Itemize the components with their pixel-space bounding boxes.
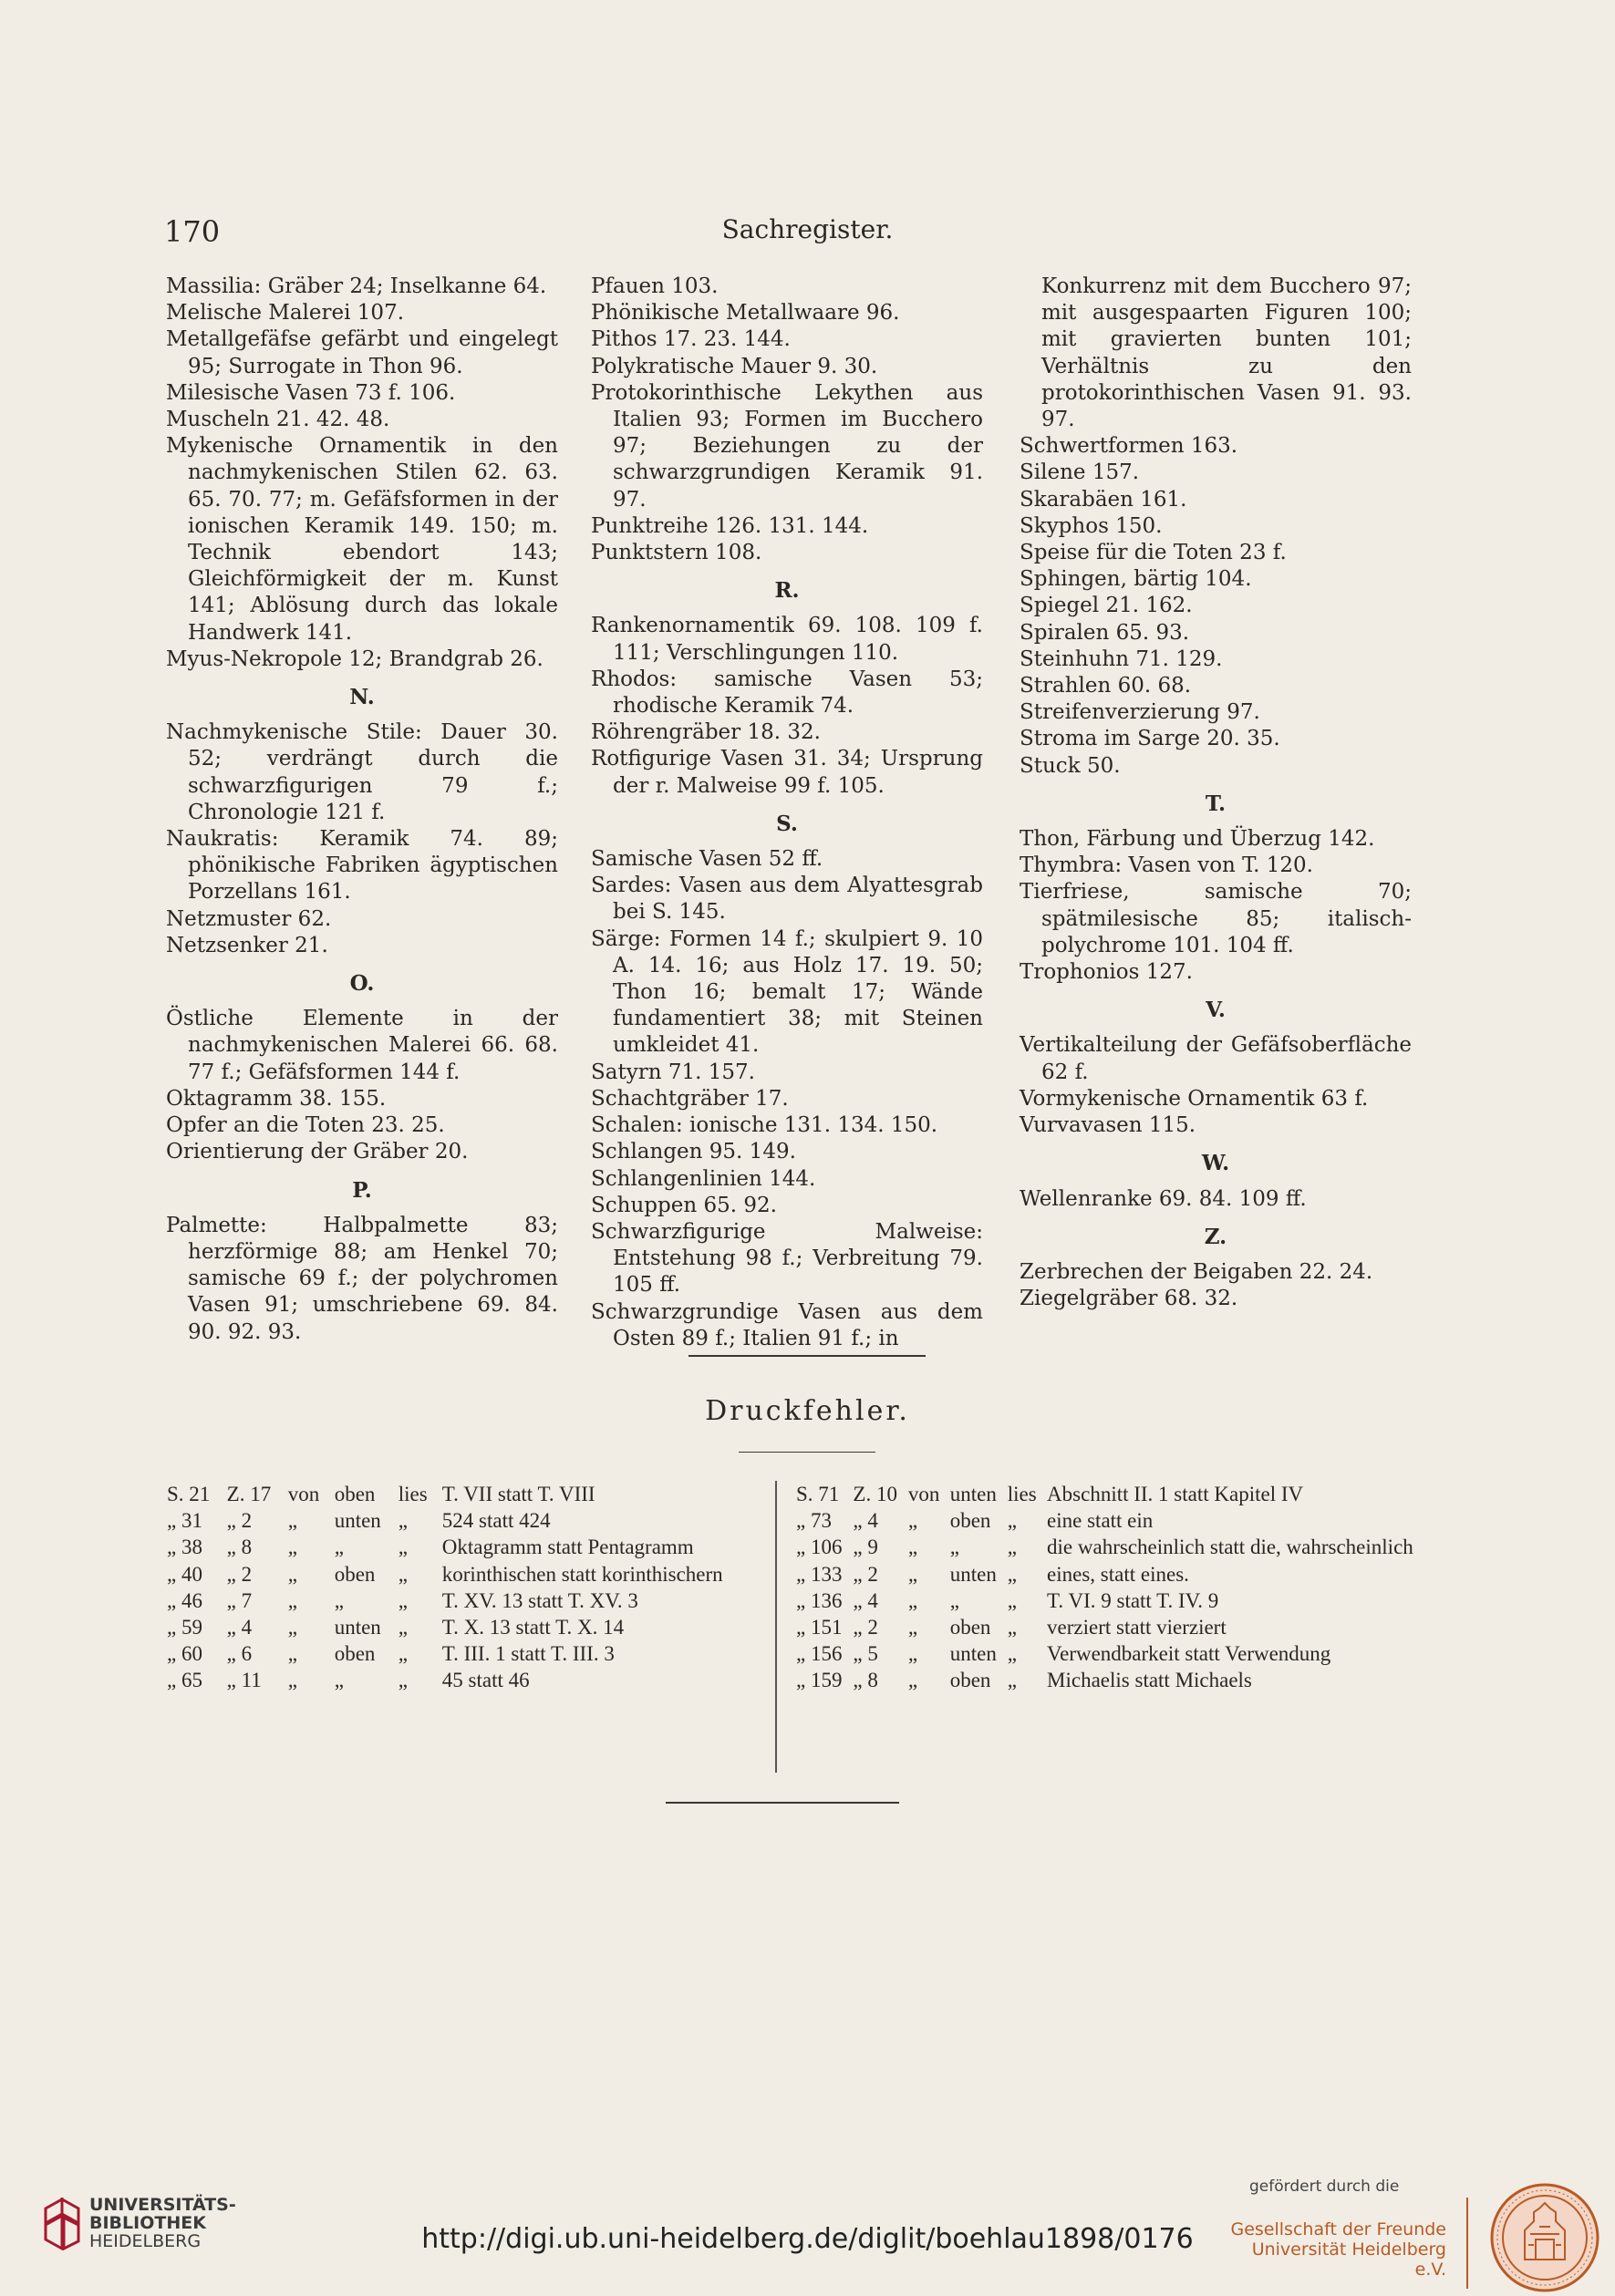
footer <box>0 2143 1615 2296</box>
errata-cell: unten <box>949 1562 997 1586</box>
index-entry: Punktreihe 126. 131. 144. <box>591 513 869 538</box>
section-letter: N. <box>349 685 375 710</box>
errata-cell: S. 71 <box>796 1483 840 1505</box>
index-entry: Orientierung der Gräber 20. <box>166 1140 469 1164</box>
index-entry: Netzsenker 21. <box>166 933 328 957</box>
errata-cell: „ 40 <box>167 1562 202 1586</box>
errata-correction: korinthischen statt korinthischern <box>441 1562 723 1586</box>
errata-cell: „ <box>287 1509 297 1533</box>
errata-cell: „ 38 <box>167 1536 202 1559</box>
index-entry: Streifenverzierung 97. <box>1020 700 1260 725</box>
errata-cell: unten <box>949 1642 997 1666</box>
errata-cell: „ <box>287 1562 297 1586</box>
society-divider <box>1466 2198 1468 2289</box>
errata-cell: unten <box>949 1483 997 1505</box>
errata-cell: „ <box>1007 1669 1017 1692</box>
section-letter: P. <box>352 1177 372 1203</box>
errata-correction: Michaelis statt Michaels <box>1047 1669 1252 1692</box>
errata-cell: Z. 10 <box>853 1483 897 1505</box>
errata-cell: „ <box>907 1616 918 1639</box>
index-entry: Sardes: Vasen aus dem Alyattesgrab bei S. 145. <box>591 874 983 925</box>
index-entry: Pfauen 103. <box>591 274 719 298</box>
index-entry: Trophonios 127. <box>1020 960 1193 985</box>
section-rule-top <box>688 1355 926 1357</box>
index-entry: Protokorinthische Lekythen aus Italien 93; Formen im Bucchero 97; Beziehungen zu der schwarzgrundigen Keramik 91. 97. <box>591 380 983 512</box>
errata-cell: „ <box>398 1616 408 1639</box>
errata-row <box>792 1588 1430 1614</box>
errata-cell: „ 2 <box>226 1509 253 1533</box>
society-name <box>1222 2219 1446 2280</box>
index-entry: Oktagramm 38. 155. <box>166 1086 387 1111</box>
index-entry: Wellenranke 69. 84. 109 ff. <box>1020 1186 1307 1211</box>
errata-title-rule <box>739 1452 875 1453</box>
errata-correction: 524 statt 424 <box>441 1509 551 1533</box>
errata-table-left <box>162 1481 770 1694</box>
errata-correction: T. VI. 9 statt T. IV. 9 <box>1047 1588 1219 1612</box>
errata-cell: „ 8 <box>226 1536 253 1559</box>
section-letter: R. <box>774 578 800 604</box>
errata-cell: „ <box>398 1509 408 1533</box>
society-name-line-2: Universität Heidelberg e.V. <box>1251 2239 1446 2280</box>
section-letter: V. <box>1206 998 1226 1023</box>
society-name-line-1: Gesellschaft der Freunde <box>1230 2219 1446 2239</box>
errata-cell: „ 46 <box>167 1588 202 1612</box>
errata-cell: „ 31 <box>167 1509 202 1533</box>
errata-cell: „ <box>1007 1536 1017 1559</box>
errata-cell: „ <box>1007 1562 1017 1586</box>
errata-cell: unten <box>334 1509 381 1533</box>
errata-row <box>792 1534 1430 1560</box>
errata-cell: oben <box>949 1669 991 1692</box>
index-entry: Samische Vasen 52 ff. <box>591 847 823 872</box>
errata-cell: „ 2 <box>853 1562 878 1586</box>
university-seal-icon <box>1488 2181 1601 2294</box>
index-entry: Naukratis: Keramik 74. 89; phönikische Fabriken ägyptischen Porzellans 161. <box>166 827 558 905</box>
index-entry: Vormykenische Ornamentik 63 f. <box>1020 1086 1369 1111</box>
index-entry: Vurvavasen 115. <box>1020 1113 1196 1138</box>
errata-correction: T. III. 1 statt T. III. 3 <box>441 1642 615 1666</box>
errata-cell: S. 21 <box>167 1483 211 1505</box>
index-column-3 <box>1020 274 1412 1312</box>
errata-cell: oben <box>334 1483 376 1505</box>
section-rule-bottom <box>666 1802 899 1804</box>
index-entry: Polykratische Mauer 9. 30. <box>591 354 878 378</box>
index-entry: Schlangen 95. 149. <box>591 1140 796 1164</box>
errata-cell: „ 133 <box>796 1562 843 1586</box>
errata-cell: „ 73 <box>796 1509 832 1533</box>
index-entry: Spiegel 21. 162. <box>1020 594 1193 618</box>
index-entry: Muscheln 21. 42. 48. <box>166 408 390 432</box>
index-entry: Schwarzgrundige Vasen aus dem Osten 89 f.; Italien 91 f.; in <box>591 1299 983 1350</box>
errata-cell: „ 5 <box>853 1642 878 1666</box>
funded-by-text: gefördert durch die <box>1249 2177 1400 2196</box>
errata-cell: „ <box>1007 1509 1017 1533</box>
index-entry: Schwertformen 163. <box>1020 434 1238 459</box>
library-name-line-3: HEIDELBERG <box>89 2231 202 2251</box>
errata-row <box>162 1481 770 1507</box>
index-entry: Phönikische Metallwaare 96. <box>591 301 900 326</box>
errata-cell: „ 106 <box>796 1536 843 1559</box>
errata-row <box>162 1667 770 1693</box>
index-entry: Melische Malerei 107. <box>166 301 405 326</box>
errata-title: Druckfehler. <box>705 1395 910 1427</box>
index-entry: Thon, Färbung und Überzug 142. <box>1020 827 1375 852</box>
errata-cell: unten <box>334 1616 381 1639</box>
section-letter: O. <box>349 971 375 997</box>
errata-cell: „ <box>287 1642 297 1666</box>
index-entry: Röhrengräber 18. 32. <box>591 720 821 745</box>
errata-table-right <box>792 1481 1430 1694</box>
section-letter: S. <box>776 811 798 836</box>
index-entry: Sphingen, bärtig 104. <box>1020 567 1252 592</box>
errata-cell: „ 2 <box>226 1562 253 1586</box>
errata-cell: „ <box>334 1669 344 1692</box>
index-entry: Massilia: Gräber 24; Inselkanne 64. <box>166 274 547 298</box>
index-entry: Tierfriese, samische 70; spätmilesische 85; italisch-polychrome 101. 104 ff. <box>1020 880 1412 957</box>
page-number: 170 <box>164 214 221 249</box>
index-entry: Netzmuster 62. <box>166 906 332 931</box>
errata-row <box>792 1507 1430 1534</box>
errata-correction: die wahrscheinlich statt die, wahrscheinlich <box>1047 1536 1413 1559</box>
index-entry: Myus-Nekropole 12; Brandgrab 26. <box>166 646 544 671</box>
errata-cell: „ 4 <box>853 1588 878 1612</box>
errata-cell: „ <box>1007 1588 1017 1612</box>
index-column-1 <box>166 274 558 1346</box>
errata-divider <box>775 1481 777 1773</box>
index-entry: Skarabäen 161. <box>1020 487 1187 512</box>
index-entry: Silene 157. <box>1020 460 1140 485</box>
errata-cell: „ <box>287 1669 297 1692</box>
errata-cell: „ 156 <box>796 1642 843 1666</box>
index-entry: Thymbra: Vasen von T. 120. <box>1020 853 1313 878</box>
errata-cell: oben <box>949 1509 991 1533</box>
index-entry: Ziegelgräber 68. 32. <box>1020 1287 1238 1311</box>
index-entry: Rankenornamentik 69. 108. 109 f. 111; Verschlingungen 110. <box>591 614 983 665</box>
errata-cell: „ <box>907 1536 918 1559</box>
index-entry: Pithos 17. 23. 144. <box>591 327 791 352</box>
section-letter: T. <box>1205 791 1227 816</box>
errata-cell: „ <box>949 1588 959 1612</box>
errata-cell: „ <box>287 1588 297 1612</box>
errata-correction: eines, statt eines. <box>1047 1562 1189 1586</box>
errata-row <box>792 1640 1430 1667</box>
index-entry: Mykenische Ornamentik in den nachmykenischen Stilen 62. 63. 65. 70. 77; m. Gefäfsformen in der ionischen Keramik 149. 150; m. Technik ebendort 143; Gleichförmigkeit der m. Kunst 141; Ablösung durch das lokale Handwerk 141. <box>166 434 558 645</box>
errata-cell: „ 7 <box>226 1588 253 1612</box>
errata-cell: lies <box>1007 1483 1037 1505</box>
errata-cell: „ <box>334 1536 344 1559</box>
index-entry: Schachtgräber 17. <box>591 1086 789 1111</box>
errata-cell: „ 8 <box>853 1669 878 1692</box>
errata-cell: „ 9 <box>853 1536 878 1559</box>
errata-row <box>792 1667 1430 1693</box>
index-entry: Stuck 50. <box>1020 753 1121 778</box>
errata-cell: „ <box>398 1536 408 1559</box>
source-url-link[interactable]: http://digi.ub.uni-heidelberg.de/diglit/boehlau1898/0176 <box>421 2223 1194 2255</box>
index-entry: Stroma im Sarge 20. 35. <box>1020 727 1280 751</box>
index-entry: Spiralen 65. 93. <box>1020 620 1190 645</box>
errata-cell: lies <box>398 1483 428 1505</box>
errata-cell: „ <box>907 1642 918 1666</box>
errata-correction: 45 statt 46 <box>441 1669 530 1692</box>
index-entry: Vertikalteilung der Gefäfsoberfläche 62 f. <box>1020 1033 1412 1084</box>
index-entry: Konkurrenz mit dem Bucchero 97; mit ausgespaarten Figuren 100; mit gravierten bunten 101; Verhältnis zu den protokorinthischen Vasen 91. 93. 97. <box>1041 274 1412 432</box>
errata-cell: „ <box>398 1588 408 1612</box>
errata-cell: „ 2 <box>853 1616 878 1639</box>
errata-cell: „ <box>398 1669 408 1692</box>
section-letter: W. <box>1201 1151 1230 1176</box>
errata-cell: „ <box>334 1588 344 1612</box>
errata-row <box>162 1614 770 1640</box>
index-entry: Strahlen 60. 68. <box>1020 674 1192 698</box>
errata-cell: „ <box>907 1669 918 1692</box>
index-entry: Speise für die Toten 23 f. <box>1020 541 1287 565</box>
errata-cell: von <box>287 1483 320 1505</box>
errata-cell: oben <box>334 1562 376 1586</box>
errata-correction: Oktagramm statt Pentagramm <box>441 1536 694 1559</box>
index-entry: Särge: Formen 14 f.; skulpiert 9. 10 A. 14. 16; aus Holz 17. 19. 50; Thon 16; bemalt 17; Wände fundamentiert 38; mit Steinen umkleidet 41. <box>591 926 983 1058</box>
errata-cell: „ <box>398 1642 408 1666</box>
errata-correction: T. X. 13 statt T. X. 14 <box>441 1616 625 1639</box>
index-entry: Metallgefäfse gefärbt und eingelegt 95; Surrogate in Thon 96. <box>166 327 558 378</box>
errata-row <box>162 1640 770 1667</box>
errata-cell: „ <box>398 1562 408 1586</box>
errata-row <box>792 1561 1430 1588</box>
index-entry: Zerbrechen der Beigaben 22. 24. <box>1020 1259 1373 1284</box>
errata-cell: oben <box>334 1642 376 1666</box>
errata-cell: „ 4 <box>853 1509 878 1533</box>
errata-correction: eine statt ein <box>1047 1509 1154 1533</box>
running-head: Sachregister. <box>721 214 894 244</box>
errata-cell: „ 11 <box>226 1669 262 1692</box>
errata-cell: „ 60 <box>167 1642 202 1666</box>
errata-cell: oben <box>949 1616 991 1639</box>
errata-cell: „ <box>907 1562 918 1586</box>
index-entry: Steinhuhn 71. 129. <box>1020 646 1223 671</box>
index-entry: Nachmykenische Stile: Dauer 30. 52; verdrängt durch die schwarzfigurigen 79 f.; Chronologie 121 f. <box>166 720 558 824</box>
errata-cell: „ <box>907 1588 918 1612</box>
errata-cell: „ <box>287 1536 297 1559</box>
index-entry: Satyrn 71. 157. <box>591 1060 755 1084</box>
errata-row <box>162 1534 770 1560</box>
errata-row <box>162 1588 770 1614</box>
errata-cell: „ <box>1007 1616 1017 1639</box>
index-entry: Palmette: Halbpalmette 83; herzförmige 88; am Henkel 70; samische 69 f.; der polychromen Vasen 91; umschriebene 69. 84. 90. 92. 93. <box>166 1213 558 1344</box>
errata-cell: „ 65 <box>167 1669 202 1692</box>
errata-row <box>162 1507 770 1534</box>
errata-cell: „ 159 <box>796 1669 843 1692</box>
index-entry: Milesische Vasen 73 f. 106. <box>166 380 456 405</box>
errata-cell: „ 136 <box>796 1588 843 1612</box>
index-entry: Schwarzfigurige Malweise: Entstehung 98 f.; Verbreitung 79. 105 ff. <box>591 1219 983 1298</box>
errata-correction: T. XV. 13 statt T. XV. 3 <box>441 1588 638 1612</box>
errata-correction: T. VII statt T. VIII <box>441 1483 595 1505</box>
index-entry: Opfer an die Toten 23. 25. <box>166 1113 445 1138</box>
errata-row <box>792 1481 1430 1507</box>
errata-cell: „ 6 <box>226 1642 253 1666</box>
index-entry: Rotfigurige Vasen 31. 34; Ursprung der r. Malweise 99 f. 105. <box>591 747 983 798</box>
errata-correction: verziert statt vierziert <box>1047 1616 1227 1639</box>
errata-cell: „ <box>907 1509 918 1533</box>
index-entry: Rhodos: samische Vasen 53; rhodische Keramik 74. <box>591 667 983 719</box>
index-entry: Schalen: ionische 131. 134. 150. <box>591 1113 938 1138</box>
errata-cell: „ 151 <box>796 1616 843 1639</box>
index-entry: Schuppen 65. 92. <box>591 1193 777 1217</box>
errata-cell: „ <box>287 1616 297 1639</box>
library-name-line-2: BIBLIOTHEK <box>89 2213 206 2233</box>
errata-cell: „ <box>949 1536 959 1559</box>
errata-cell: „ <box>1007 1642 1017 1666</box>
index-entry: Skyphos 150. <box>1020 513 1163 538</box>
index-column-2 <box>591 274 983 1352</box>
index-entry: Schlangenlinien 144. <box>591 1166 816 1191</box>
library-name-line-1: UNIVERSITÄTS- <box>89 2195 236 2215</box>
errata-correction: Abschnitt II. 1 statt Kapitel IV <box>1047 1483 1304 1505</box>
errata-cell: Z. 17 <box>226 1483 272 1505</box>
index-entry: Punktstern 108. <box>591 541 762 565</box>
errata-row <box>162 1561 770 1588</box>
errata-cell: „ 4 <box>226 1616 253 1639</box>
errata-cell: „ 59 <box>167 1616 202 1639</box>
errata-cell: von <box>907 1483 940 1505</box>
errata-correction: Verwendbarkeit statt Verwendung <box>1047 1642 1331 1666</box>
errata-row <box>792 1614 1430 1640</box>
index-entry: Östliche Elemente in der nachmykenischen Malerei 66. 68. 77 f.; Gefäfsformen 144 f. <box>166 1007 558 1084</box>
section-letter: Z. <box>1204 1224 1227 1249</box>
